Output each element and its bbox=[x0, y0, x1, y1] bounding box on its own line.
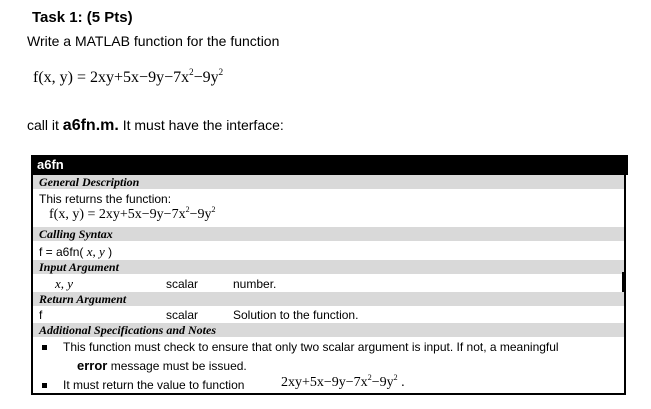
intro-text: Write a MATLAB function for the function bbox=[27, 33, 280, 49]
formula-exp1: 2 bbox=[189, 67, 194, 77]
call-line bbox=[27, 117, 284, 135]
n2-formula-b: −9y bbox=[371, 375, 394, 390]
return-arg-desc: Solution to the function. bbox=[233, 308, 359, 322]
note-1-line-2 bbox=[77, 358, 247, 373]
note-2-formula bbox=[281, 375, 405, 391]
call-suffix: It must have the interface: bbox=[118, 117, 284, 133]
input-arg-type: scalar bbox=[166, 277, 199, 291]
formula-exp2: 2 bbox=[218, 67, 224, 77]
n2-exp2: 2 bbox=[393, 373, 398, 382]
bullet-2 bbox=[42, 383, 47, 388]
gd-formula-b: −9y bbox=[189, 207, 212, 222]
gd-exp2: 2 bbox=[211, 205, 216, 214]
cs-args: x, y bbox=[86, 244, 105, 259]
section-input-argument: Input Argument bbox=[33, 260, 624, 274]
section-general-description: General Description bbox=[33, 175, 624, 189]
table-title: a6fn bbox=[31, 155, 628, 175]
calling-syntax-text bbox=[39, 244, 112, 260]
note-1-rest: message must be issued. bbox=[107, 359, 247, 373]
input-arg-divider bbox=[622, 272, 624, 292]
cs-prefix: f = a6fn( bbox=[39, 245, 87, 259]
return-arg-name: f bbox=[39, 308, 43, 322]
input-arg-name: x, y bbox=[55, 276, 74, 291]
formula-rhs-b: −9y bbox=[193, 69, 219, 86]
n2-end: . bbox=[397, 375, 405, 390]
note-2-text: It must return the value to function bbox=[63, 378, 245, 392]
gd-exp1: 2 bbox=[185, 205, 190, 214]
bullet-1 bbox=[42, 345, 47, 350]
formula-lhs: f(x, y) = bbox=[33, 69, 91, 86]
n2-exp1: 2 bbox=[367, 373, 372, 382]
general-description-text: This returns the function: bbox=[39, 192, 172, 206]
formula-rhs-a: 2xy+5x−9y−7x bbox=[90, 69, 190, 86]
section-calling-syntax: Calling Syntax bbox=[33, 227, 624, 241]
gd-formula-a: f(x, y) = 2xy+5x−9y−7x bbox=[49, 207, 186, 222]
call-filename: a6fn.m. bbox=[62, 117, 119, 134]
note-1-line-1: This function must check to ensure that only two scalar argument is input. If not, a meaningful bbox=[63, 340, 559, 354]
section-return-argument: Return Argument bbox=[33, 292, 624, 306]
call-prefix: call it bbox=[27, 117, 63, 133]
n2-formula-a: 2xy+5x−9y−7x bbox=[281, 375, 368, 390]
general-description-formula bbox=[49, 207, 215, 223]
cs-suffix: ) bbox=[104, 245, 113, 259]
task-heading: Task 1: (5 Pts) bbox=[32, 9, 133, 26]
main-formula bbox=[33, 69, 223, 87]
interface-table bbox=[31, 155, 626, 395]
input-arg-desc: number. bbox=[233, 277, 277, 291]
section-additional-specs: Additional Specifications and Notes bbox=[33, 323, 624, 337]
note-1-bold: error bbox=[77, 358, 108, 373]
return-arg-type: scalar bbox=[166, 308, 199, 322]
